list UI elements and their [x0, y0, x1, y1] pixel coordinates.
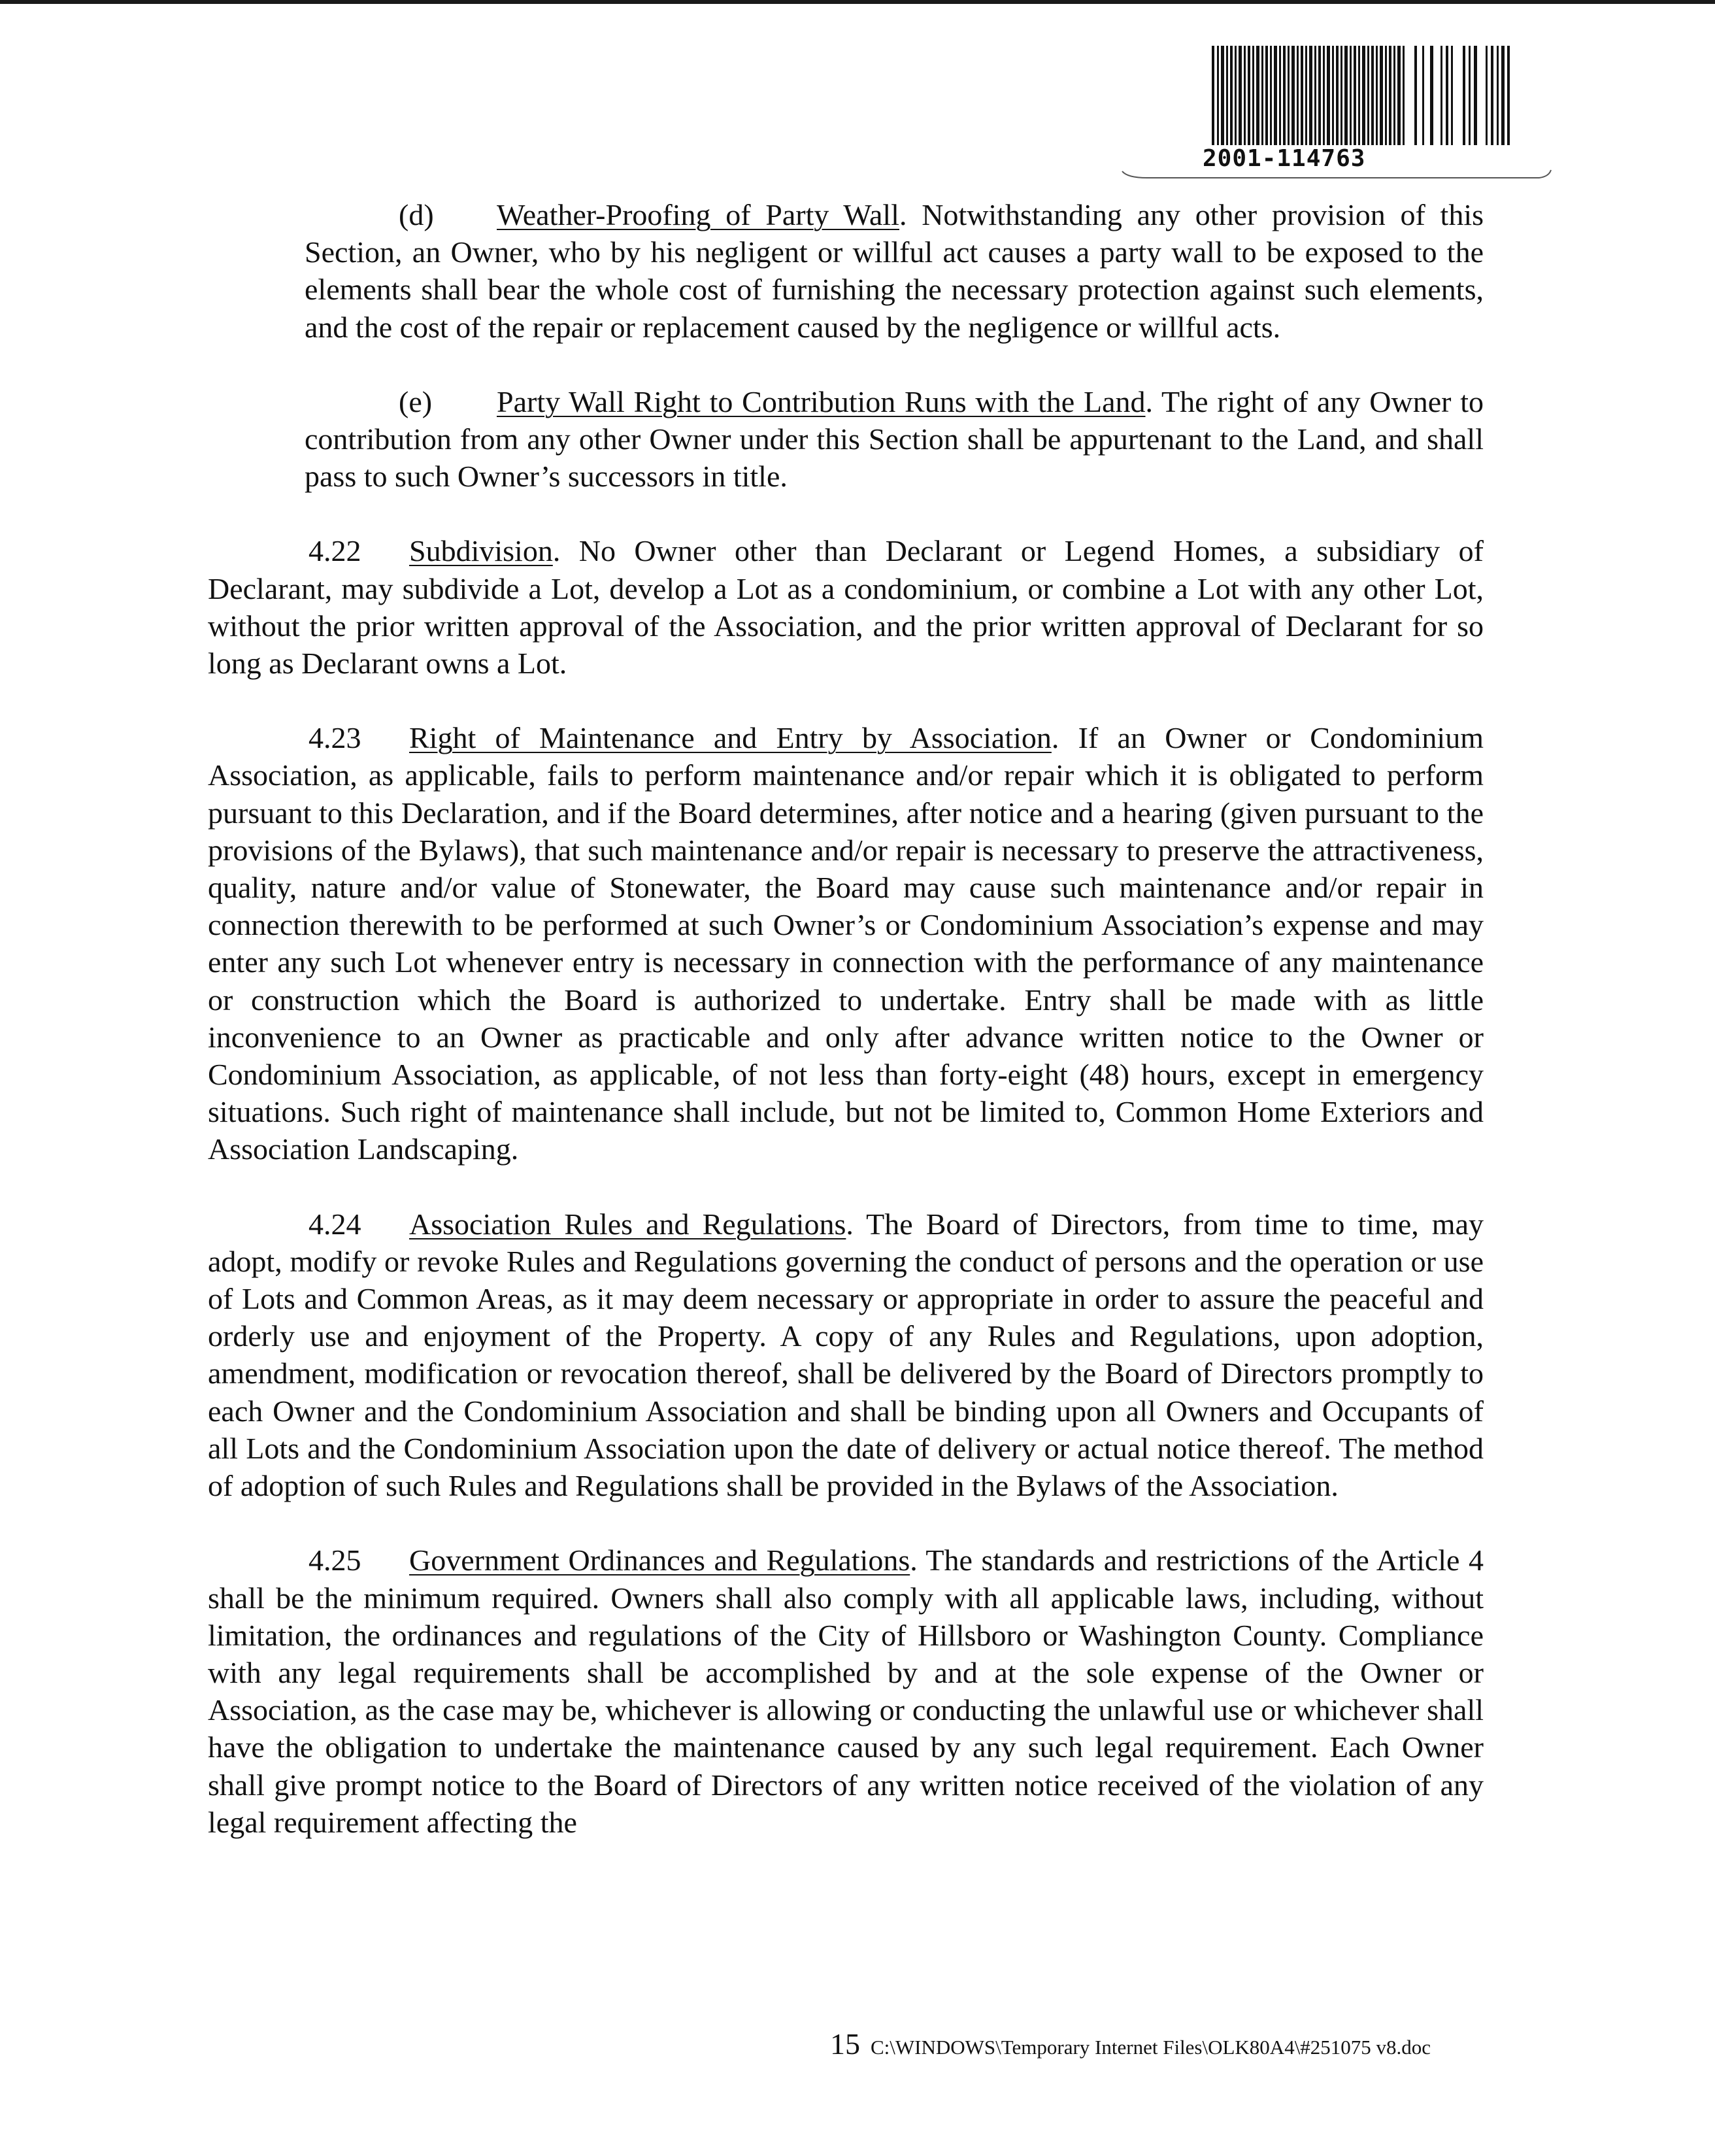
page-footer	[830, 2027, 1490, 2061]
file-path: C:\WINDOWS\Temporary Internet Files\OLK80A4\#251075 v8.doc	[871, 2036, 1431, 2059]
section-number: 4.22	[308, 534, 361, 568]
section-number: 4.23	[308, 721, 361, 755]
paragraph-heading: Party Wall Right to Contribution Runs with the Land	[497, 384, 1146, 418]
section-heading: Association Rules and Regulations	[409, 1207, 846, 1241]
paragraph-text: . The right of any Owner to contribution from any other Owner under this Section shall be appurtenant to the Land, and shall pass to such Owner’s successors in title.	[305, 384, 1484, 494]
section-4-22	[208, 532, 1484, 682]
paragraph-text: . Notwithstanding any other provision of this Section, an Owner, who by his negligent or willful act causes a party wall to be exposed to the elements shall bear the whole cost of furnishing the necessary protection against such elements, and the cost of the repair or replacement caused by the negligence or willful acts.	[305, 198, 1484, 344]
section-4-25	[208, 1541, 1484, 1841]
section-text: . The Board of Directors, from time to time, may adopt, modify or revoke Rules and Regulations governing the conduct of persons and the operation or use of Lots and Common Areas, as it may deem necessary or appropriate in order to assure the peaceful and orderly use and enjoyment of the Property. A copy of any Rules and Regulations, upon adoption, amendment, modification or revocation thereof, shall be delivered by the Board of Directors promptly to each Owner and the Condominium Association and shall be binding upon all Owners and Occupants of all Lots and the Condominium Association upon the date of delivery or actual notice thereof. The method of adoption of such Rules and Regulations shall be provided in the Bylaws of the Association.	[208, 1207, 1484, 1503]
paragraph-heading: Weather-Proofing of Party Wall	[497, 198, 899, 231]
page-number: 15	[830, 2027, 860, 2061]
paragraph-d	[208, 196, 1484, 346]
section-text: . If an Owner or Condominium Association, as applicable, fails to perform maintenance and/or repair which it is obligated to perform pursuant to this Declaration, and if the Board determines, after notice and a hearing (given pursuant to the provisions of the Bylaws), that such maintenance and/or repair is necessary to preserve the attractiveness, quality, nature and/or value of Stonewater, the Board may cause such maintenance and/or repair in connection therewith to be performed at such Owner’s or Condominium Association’s expense and may enter any such Lot whenever entry is necessary in connection with the performance of any maintenance or construction which the Board is authorized to undertake. Entry shall be made with as little inconvenience to an Owner as practicable and only after advance written notice to the Owner or Condominium Association, as applicable, of not less than forty-eight (48) hours, except in emergency situations. Such right of maintenance shall include, but not be limited to, Common Home Exteriors and Association Landscaping.	[208, 721, 1484, 1166]
section-number: 4.24	[308, 1207, 361, 1241]
section-text: . No Owner other than Declarant or Legend Homes, a subsidiary of Declarant, may subdivide a Lot, develop a Lot as a condominium, or combine a Lot with any other Lot, without the prior written approval of the Association, and the prior written approval of Declarant for so long as Declarant owns a Lot.	[208, 534, 1484, 681]
section-heading: Government Ordinances and Regulations	[409, 1543, 910, 1577]
scan-top-edge	[0, 0, 1715, 4]
paragraph-number: (d)	[399, 198, 434, 231]
section-text: . The standards and restrictions of the Article 4 shall be the minimum required. Owners shall also comply with all applicable laws, including, without limitation, the ordinances and regulations of the City of Hillsboro or Washington County. Compliance with any legal requirements shall be accomplished by and at the sole expense of the Owner or Association, as the case may be, whichever is allowing or conducting the unlawful use or whichever shall have the obligation to undertake the maintenance caused by any such legal requirement. Each Owner shall give prompt notice to the Board of Directors of any written notice received of the violation of any legal requirement affecting the	[208, 1543, 1484, 1839]
section-number: 4.25	[308, 1543, 361, 1577]
recording-number: 2001-114763	[1203, 145, 1366, 172]
section-heading: Subdivision	[409, 534, 553, 568]
section-4-23	[208, 719, 1484, 1168]
barcode-graphic	[1212, 46, 1512, 145]
section-4-24	[208, 1205, 1484, 1505]
paragraph-e	[208, 383, 1484, 496]
section-heading: Right of Maintenance and Entry by Association	[409, 721, 1052, 755]
barcode-underline-stroke	[1121, 169, 1552, 184]
document-body	[208, 196, 1484, 1841]
paragraph-number: (e)	[399, 384, 433, 418]
